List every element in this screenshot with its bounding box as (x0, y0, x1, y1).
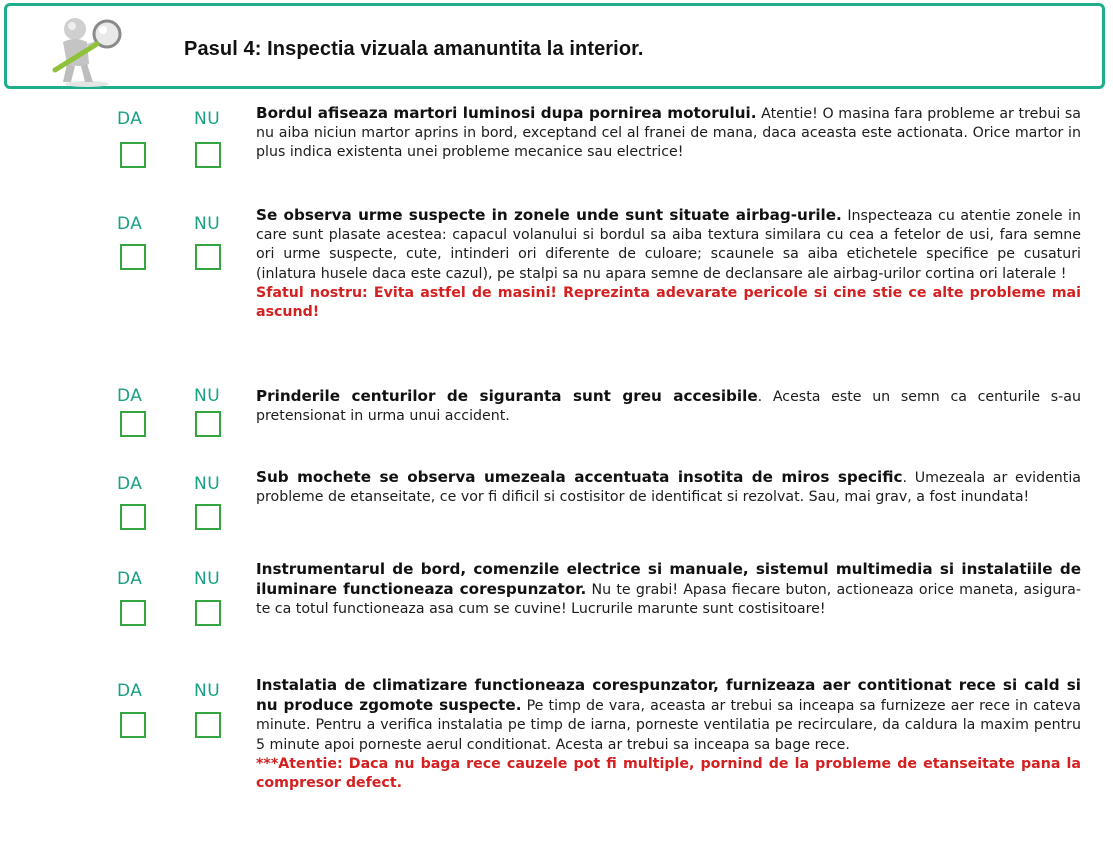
yes-checkbox[interactable] (120, 244, 146, 270)
yes-checkbox[interactable] (120, 504, 146, 530)
no-checkbox[interactable] (195, 411, 221, 437)
no-label: NU (194, 474, 221, 494)
yes-label: DA (117, 109, 143, 129)
item-title: Instrumentarul de bord, comenzile electrice si manuale, sistemul multimedia si instalatiile de iluminare functioneaza corespunzator. (256, 560, 1081, 599)
no-checkbox[interactable] (195, 244, 221, 270)
item-text (256, 468, 1081, 507)
item-text (256, 676, 1081, 793)
item-title: Sub mochete se observa umezeala accentuata insotita de miros specific (256, 468, 903, 486)
no-label: NU (194, 109, 221, 129)
item-title: Bordul afiseaza martori luminosi dupa pornirea motorului. (256, 104, 757, 122)
item-body: Pe timp de vara, aceasta ar trebui sa inceapa sa furnizeze aer rece in cateva minute. Pentru a verifica instalatia pe timp de iarna, porneste ventilatia pe recirculare, da caldura la maxim pentru 5 minute apoi porneste aerul conditionat. Acesta ar trebui sa inceapa sa bage rece. (256, 698, 1081, 753)
no-label: NU (194, 386, 221, 406)
no-checkbox[interactable] (195, 712, 221, 738)
no-label: NU (194, 214, 221, 234)
item-title: Se observa urme suspecte in zonele unde sunt situate airbag-urile. (256, 206, 842, 224)
no-checkbox[interactable] (195, 600, 221, 626)
yes-label: DA (117, 681, 143, 701)
no-label: NU (194, 681, 221, 701)
item-title: Instalatia de climatizare functioneaza corespunzator, furnizeaza aer contitionat rece si cald si nu produce zgomote suspecte. (256, 676, 1081, 715)
warning-text: Sfatul nostru: Evita astfel de masini! Reprezinta adevarate pericole si cine stie ce alte probleme mai ascund! (256, 284, 1081, 321)
item-text (256, 206, 1081, 322)
no-checkbox[interactable] (195, 142, 221, 168)
page-title: Pasul 4: Inspectia vizuala amanuntita la interior. (184, 38, 644, 60)
yes-label: DA (117, 386, 143, 406)
item-text (256, 387, 1081, 426)
item-text (256, 560, 1081, 620)
item-title: Prinderile centurilor de siguranta sunt greu accesibile (256, 387, 758, 405)
item-body: . Umezeala ar evidentia probleme de etanseitate, ce vor fi dificil si costisitor de identificat si rezolvat. Sau, mai grav, a fost inundata! (256, 470, 1081, 506)
yes-label: DA (117, 474, 143, 494)
warning-text: ***Atentie: Daca nu baga rece cauzele pot fi multiple, pornind de la probleme de etanseitate pana la compresor defect. (256, 755, 1081, 792)
yes-checkbox[interactable] (120, 712, 146, 738)
item-body: Nu te grabi! Apasa fiecare buton, actioneaza orice maneta, asigura-te ca totul functioneaza asa cum se cuvine! Lucrurile marunte sunt costisitoare! (256, 582, 1081, 618)
yes-label: DA (117, 214, 143, 234)
item-body: Inspecteaza cu atentie zonele in care sunt plasate acestea: capacul volanului si bordul sa aiba textura similara cu cea a fetelor de usi, fara semne ori urme suspecte, cute, intinderi ori diferente de culoare; scaunele sa aiba etichetele specifice pe cusaturi (inlatura husele daca este cazul), pe stalpi sa nu apara semne de declansare ale airbag-urilor cortina ori laterale ! (256, 208, 1081, 282)
magnifier-figure-icon (47, 12, 127, 88)
yes-checkbox[interactable] (120, 411, 146, 437)
item-text (256, 104, 1081, 163)
step-header (4, 3, 1105, 89)
yes-checkbox[interactable] (120, 600, 146, 626)
no-label: NU (194, 569, 221, 589)
item-body: . Acesta este un semn ca centurile s-au pretensionat in urma unui accident. (256, 389, 1081, 425)
no-checkbox[interactable] (195, 504, 221, 530)
yes-checkbox[interactable] (120, 142, 146, 168)
yes-label: DA (117, 569, 143, 589)
item-body: Atentie! O masina fara probleme ar trebui sa nu aiba niciun martor aprins in bord, exceptand cel al franei de mana, daca aceasta este actionata. Orice martor in plus indica existenta unei probleme mecanice sau electrice! (256, 106, 1082, 161)
